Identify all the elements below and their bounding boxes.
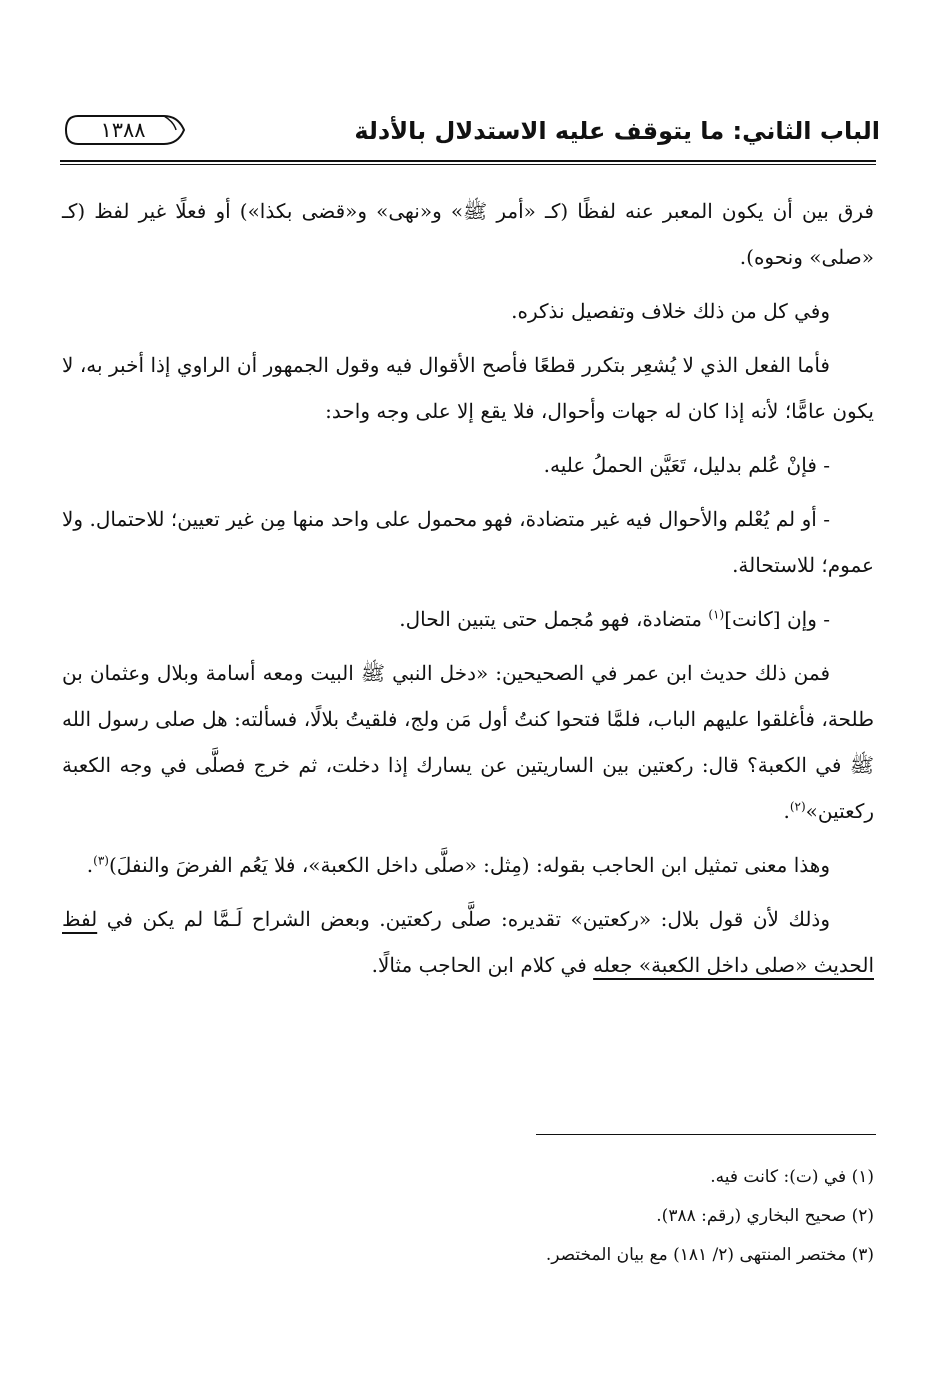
footnote-1: (١) في (ت): كانت فيه. xyxy=(710,1167,874,1187)
paragraph-1: فرق بين أن يكون المعبر عنه لفظًا (كـ «أمر ﷺ» و«نهى» و«قضى بكذا») أو فعلًا غير لفظ (كـ «صلى» ونحوه). xyxy=(62,199,874,269)
paragraph-6-end: متضادة، فهو مُجمل حتى يتبين الحال. xyxy=(399,607,709,631)
paragraph-9-text: وذلك لأن قول بلال: «ركعتين» تقديره: صلَّى ركعتين. وبعض الشراح لَـمَّا لم يكن في xyxy=(97,907,830,931)
footnote-2: (٢) صحيح البخاري (رقم: ٣٨٨). xyxy=(656,1206,874,1226)
paragraph-2: وفي كل من ذلك خلاف وتفصيل نذكره. xyxy=(511,299,830,323)
footnote-ref-2[interactable]: (٢) xyxy=(789,799,806,814)
paragraph-8-end: . xyxy=(86,853,94,877)
paragraph-9-underlined: لفظ الحديث «صلى داخل الكعبة» جعله xyxy=(62,907,874,977)
footnote-ref-1[interactable]: (١) xyxy=(708,607,725,622)
header-rule xyxy=(60,160,876,162)
paragraph-6-start: - وإن [كانت] xyxy=(724,607,830,631)
header-rule-thin xyxy=(60,164,876,165)
main-text xyxy=(62,188,874,996)
paragraph-4: - فإنْ عُلم بدليل، تَعَيَّن الحملُ عليه. xyxy=(543,453,830,477)
footnote-separator xyxy=(536,1134,876,1135)
paragraph-9 xyxy=(62,896,874,988)
running-title: الباب الثاني: ما يتوقف عليه الاستدلال بالأدلة xyxy=(354,117,880,145)
paragraph-3: فأما الفعل الذي لا يُشعِر بتكرر قطعًا فأصح الأقوال فيه وقول الجمهور أن الراوي إذا أخبر به، لا يكون عامًّا؛ لأنه إذا كان له جهات وأحوال، فلا يقع إلا على وجه واحد: xyxy=(62,353,874,423)
paragraph-7-text: فمن ذلك حديث ابن عمر في الصحيحين: «دخل النبي ﷺ البيت ومعه أسامة وبلال وعثمان بن طلحة، فأغلقوا عليهم الباب، فلمَّا فتحوا كنتُ أول مَن ولج، فلقيتُ بلالًا، فسألته: هل صلى رسول الله ﷺ في الكعبة؟ قال: ركعتين بين الساريتين عن يسارك إذا دخلت، ثم خرج فصلَّى في وجه الكعبة ركعتين» xyxy=(62,661,874,823)
footnote-3: (٣) مختصر المنتهى (٢/ ١٨١) مع بيان المختصر. xyxy=(545,1245,874,1265)
paragraph-6 xyxy=(62,596,874,642)
footnotes xyxy=(62,1158,874,1275)
page-number: ١٣٨٨ xyxy=(100,118,146,142)
paragraph-9-end: في كلام ابن الحاجب مثالًا. xyxy=(371,953,594,977)
footnote-ref-3[interactable]: (٣) xyxy=(93,853,109,868)
paragraph-8-text: وهذا معنى تمثيل ابن الحاجب بقوله: (مِثل: «صلَّى داخل الكعبة»، فلا يَعُم الفرضَ والنفلَ) xyxy=(108,853,830,877)
paragraph-7 xyxy=(62,650,874,834)
paragraph-7-end: . xyxy=(783,799,790,823)
paragraph-8 xyxy=(62,842,874,888)
page-header xyxy=(60,112,880,156)
page-number-badge xyxy=(60,112,188,148)
paragraph-5: - أو لم يُعْلم والأحوال فيه غير متضادة، فهو محمول على واحد منها مِن غير تعيين؛ للاحتمال. ولا عموم؛ للاستحالة. xyxy=(62,507,874,577)
